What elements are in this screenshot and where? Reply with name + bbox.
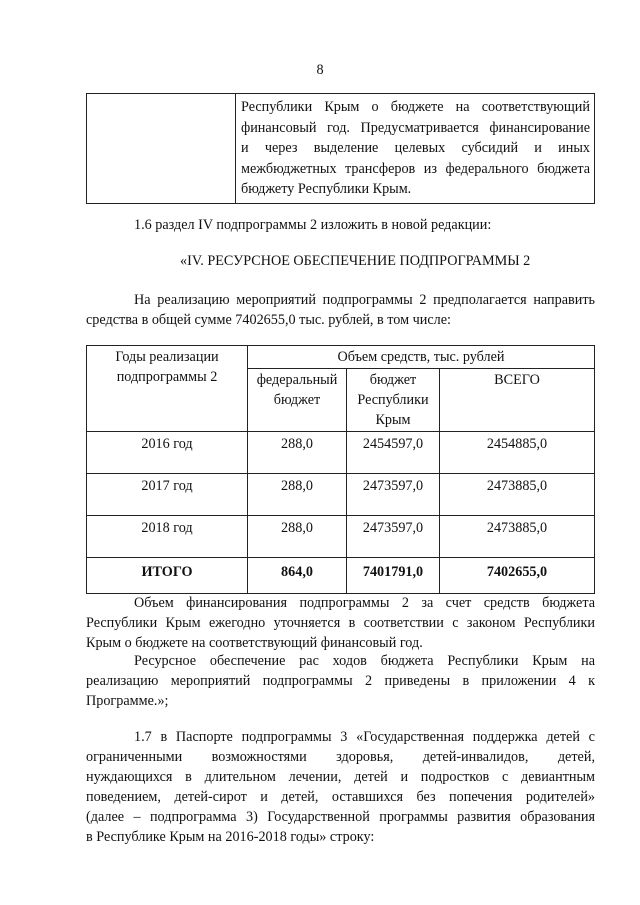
text-line: На реализацию мероприятий подпрограммы 2 предполагается направить <box>134 292 595 308</box>
header-years: Годы реализации подпрограммы 2 <box>87 346 248 432</box>
header-funds: Объем средств, тыс. рублей <box>248 346 595 369</box>
cell-total-label: ИТОГО <box>87 558 248 594</box>
cell-year: 2017 год <box>87 474 248 516</box>
table-total-row <box>87 558 595 594</box>
intro-paragraph <box>86 290 595 330</box>
empty-cell <box>87 94 236 204</box>
cell-republic: 2454597,0 <box>347 432 440 474</box>
header-republic: бюджет Республики Крым <box>347 369 440 432</box>
cell-federal: 288,0 <box>248 432 347 474</box>
table-row <box>87 474 595 516</box>
cell-year: 2016 год <box>87 432 248 474</box>
header-total: ВСЕГО <box>440 369 595 432</box>
text-line: (далее – подпрограмма 3) Государственной программы развития образования <box>86 809 595 825</box>
cell-line: межбюджетных трансферов из федерального бюджета <box>241 160 590 177</box>
continued-table <box>86 93 595 204</box>
cell-total: 2473885,0 <box>440 474 595 516</box>
section-heading: «IV. РЕСУРСНОЕ ОБЕСПЕЧЕНИЕ ПОДПРОГРАММЫ 2 <box>180 253 531 269</box>
text-line: поведением, детей-сирот и детей, оставшихся без попечения родителей» <box>86 789 595 805</box>
resource-paragraph <box>86 651 595 711</box>
text-line: средства в общей сумме 7402655,0 тыс. рублей, в том числе: <box>86 312 451 328</box>
resource-table <box>86 345 595 594</box>
text-line: Крым о бюджете на соответствующий финансовый год. <box>86 635 423 651</box>
text-line: ограниченными возможностями здоровья, детей-инвалидов, детей, <box>86 749 595 765</box>
cell-federal: 864,0 <box>248 558 347 594</box>
financing-paragraph <box>86 593 595 653</box>
page-number: 8 <box>316 62 324 78</box>
text-line: 1.7 в Паспорте подпрограммы 3 «Государственная поддержка детей с <box>134 729 595 745</box>
cell-republic: 2473597,0 <box>347 474 440 516</box>
cell-total: 2454885,0 <box>440 432 595 474</box>
cell-line: Республики Крым о бюджете на соответствующий <box>241 99 590 115</box>
text-line: Ресурсное обеспечение рас ходов бюджета Республики Крым на <box>134 653 595 669</box>
text-line: реализацию мероприятий подпрограммы 2 приведены в приложении 4 к <box>86 673 595 689</box>
cell-republic: 2473597,0 <box>347 516 440 558</box>
cell-federal: 288,0 <box>248 516 347 558</box>
cell-total: 2473885,0 <box>440 516 595 558</box>
cell-line: финансовый год. Предусматривается финансирование <box>241 119 590 136</box>
cell-line: бюджету Республики Крым. <box>241 181 412 197</box>
continued-cell <box>236 94 595 204</box>
item-1-7-paragraph <box>86 727 595 847</box>
table-row <box>87 516 595 558</box>
text-line: Объем финансирования подпрограммы 2 за счет средств бюджета <box>134 595 595 611</box>
header-federal: федеральный бюджет <box>248 369 347 432</box>
item-1-6: 1.6 раздел IV подпрограммы 2 изложить в новой редакции: <box>134 217 492 233</box>
text-line: Программе.»; <box>86 693 169 709</box>
cell-federal: 288,0 <box>248 474 347 516</box>
cell-line: и через выделение целевых субсидий и иных <box>241 140 590 156</box>
cell-total: 7402655,0 <box>440 558 595 594</box>
cell-year: 2018 год <box>87 516 248 558</box>
text-line: в Республике Крым на 2016-2018 годы» строку: <box>86 829 375 845</box>
table-row <box>87 432 595 474</box>
cell-republic: 7401791,0 <box>347 558 440 594</box>
text-line: нуждающихся в длительном лечении, детей и подростков с девиантным <box>86 769 595 785</box>
text-line: Республики Крым ежегодно уточняется в соответствии с законом Республики <box>86 615 595 631</box>
